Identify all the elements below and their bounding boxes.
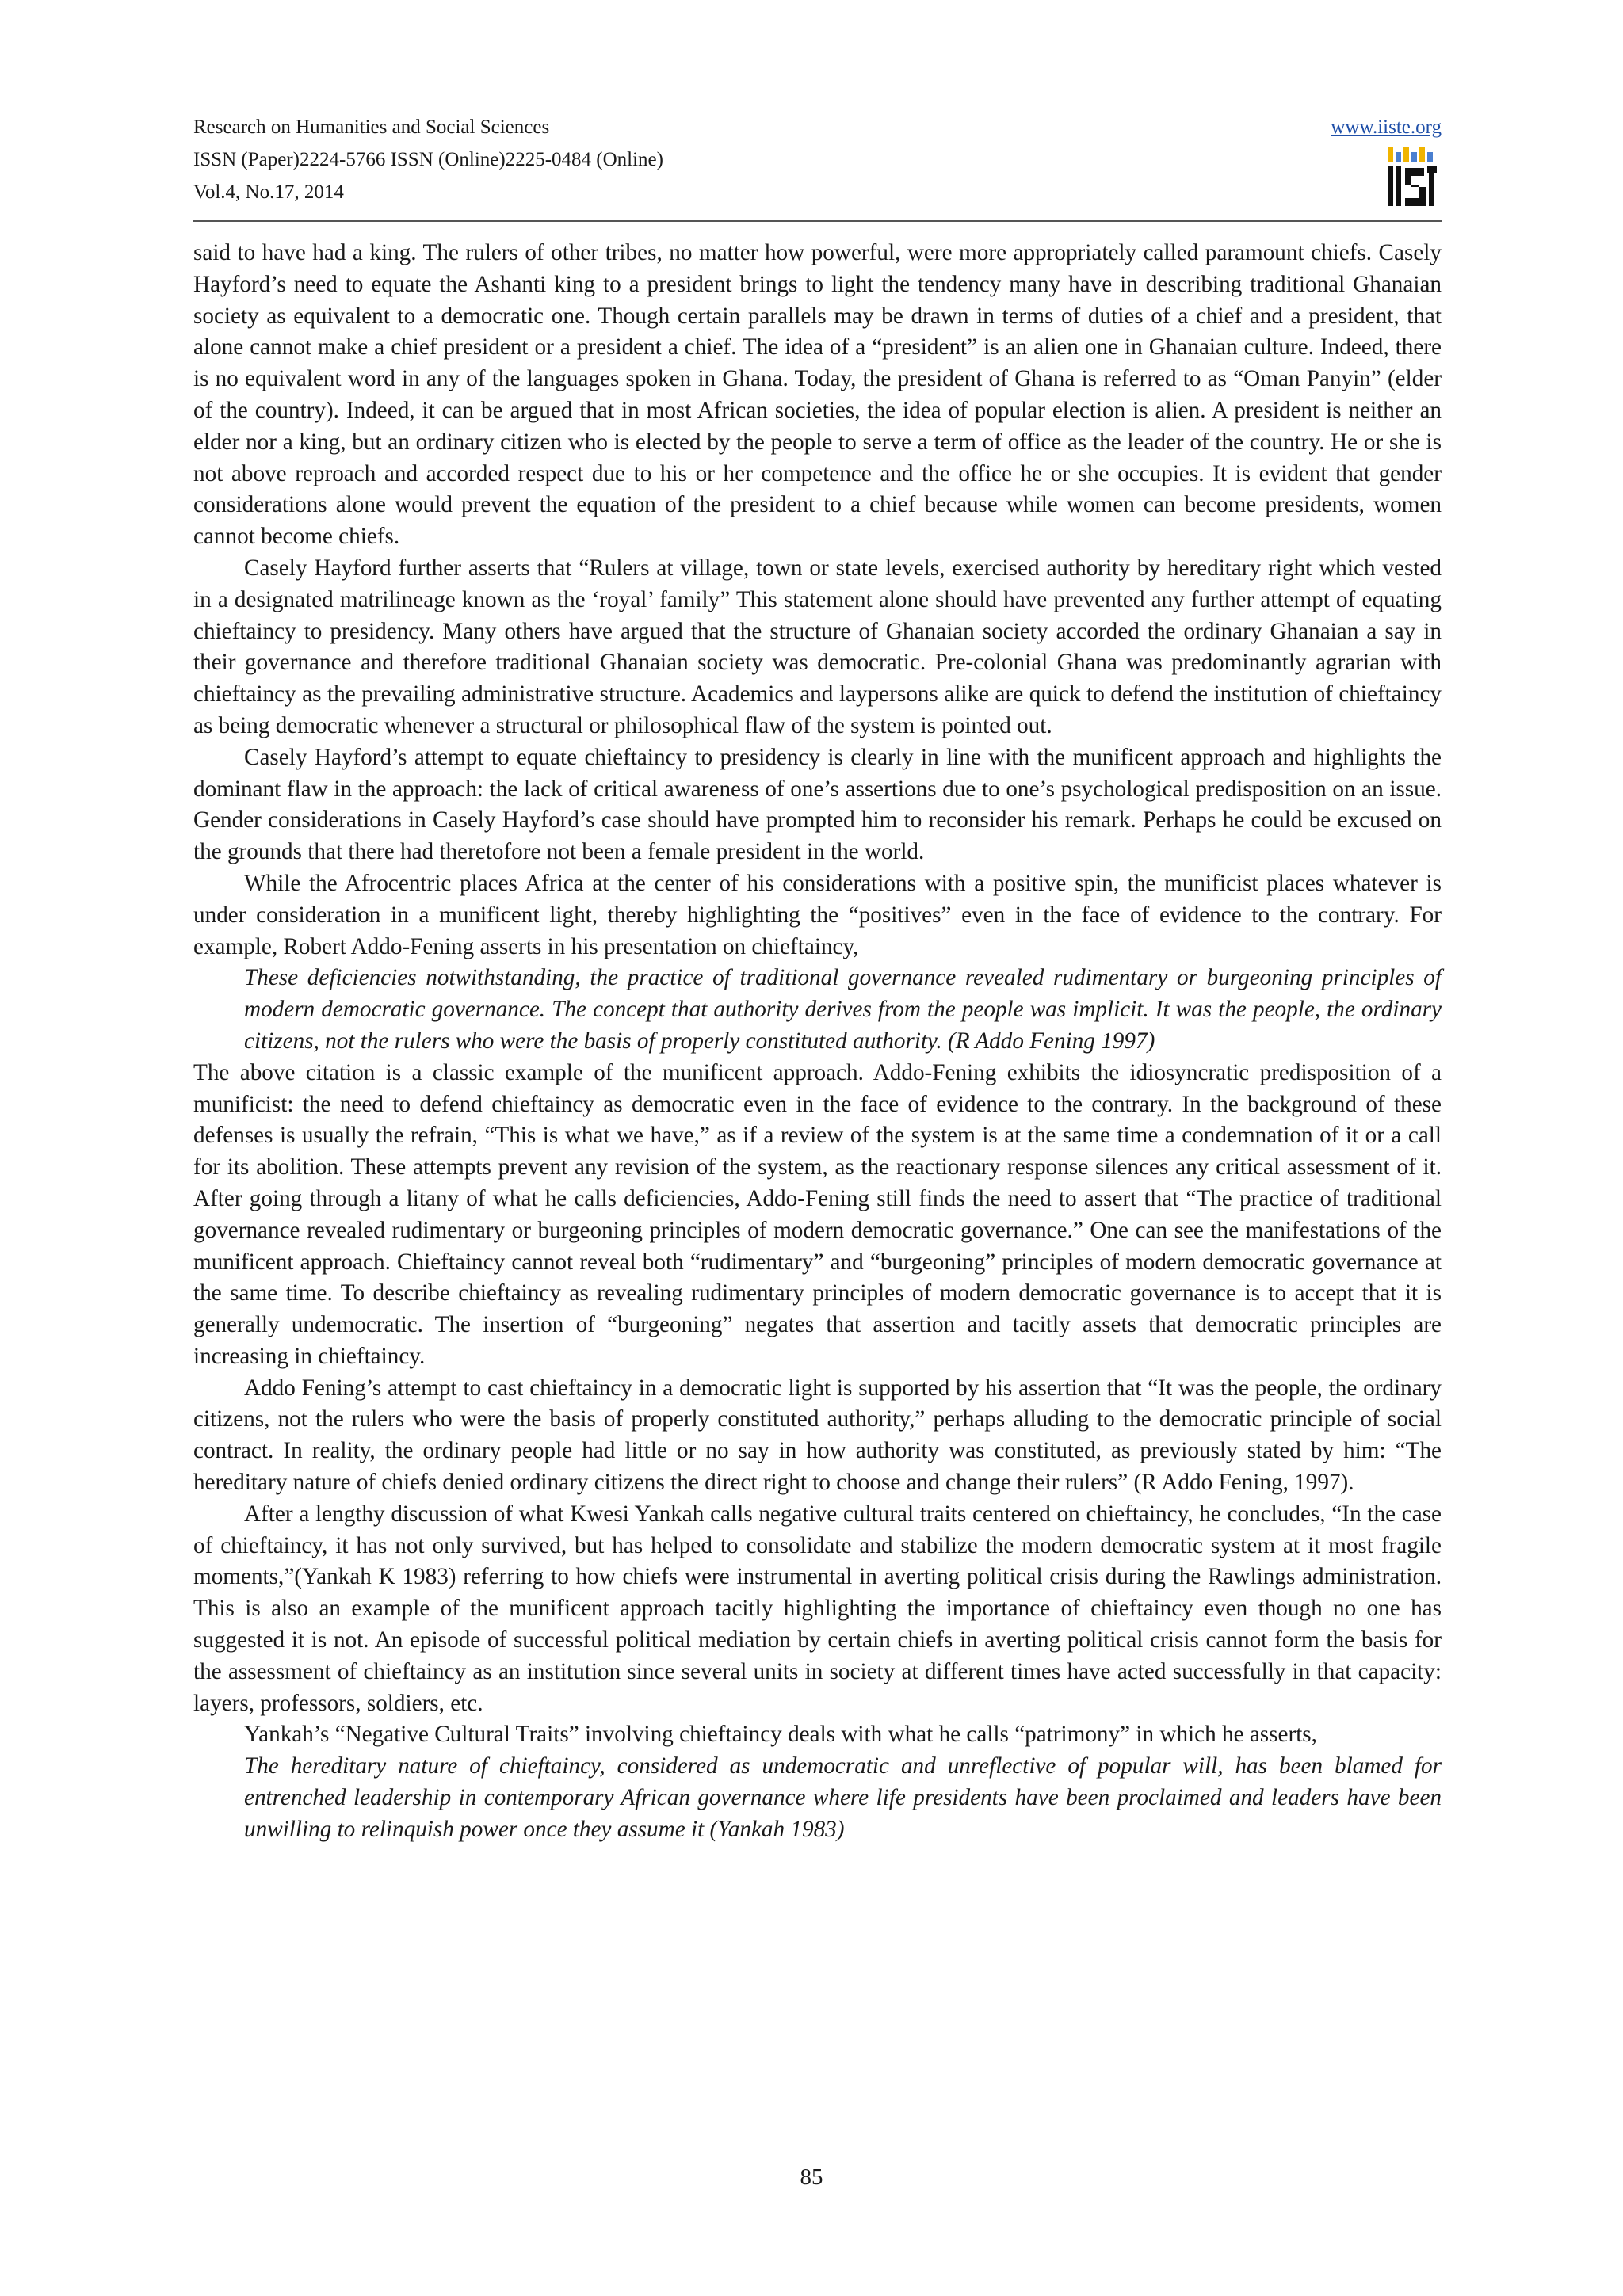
body-paragraph: Yankah’s “Negative Cultural Traits” involving chieftaincy deals with what he calls “patrimony” in which he asserts, — [244, 1722, 1317, 1748]
body-paragraph: After a lengthy discussion of what Kwesi Yankah calls negative cultural traits centered on chieftaincy, he concludes, “In the case of chieftaincy, it has not only survived, but has helped to consolidate and stabilize the modern democratic system at it most fragile moments,”(Yankah K 1983) referring to how chiefs were instrumental in averting political crisis during the Rawlings administration. This is also an example of the munificent approach tacitly highlighting the importance of chieftaincy even though no one has suggested it is not. An episode of successful political mediation by certain chiefs in averting political crisis cannot form the basis for the assessment of chieftaincy as an institution since several units in society at different times have acted successfully in that capacity: layers, professors, soldiers, etc. — [193, 1501, 1442, 1716]
journal-title: Research on Humanities and Social Sciences — [193, 116, 550, 138]
body-paragraph: Casely Hayford’s attempt to equate chieftaincy to presidency is clearly in line with the munificent approach and highlights the dominant flaw in the approach: the lack of critical awareness of one’s assertions due to one’s psychological predisposition on an issue. Gender considerations in Casely Hayford’s case should have prompted him to reconsider his remark. Perhaps he could be excused on the grounds that there had theretofore not been a female president in the world. — [193, 744, 1442, 865]
block-quote: The hereditary nature of chieftaincy, considered as undemocratic and unreflective of popular will, has been blamed for entrenched leadership in contemporary African governance where life presidents have been proclaimed and leaders have been unwilling to relinquish power once they assume it (Yankah 1983) — [244, 1753, 1442, 1842]
iiste-logo — [1386, 146, 1438, 209]
page-number: 85 — [800, 2164, 823, 2190]
block-quote: These deficiencies notwithstanding, the practice of traditional governance revealed rudimentary or burgeoning principles of modern democratic governance. The concept that authority derives from the people was implicit. It was the people, the ordinary citizens, not the rulers who were the basis of properly constituted authority. (R Addo Fening 1997) — [244, 965, 1442, 1054]
body-paragraph: While the Afrocentric places Africa at the center of his considerations with a positive spin, the munificist places whatever is under consideration in a munificent light, thereby highlighting the “positives” even in the face of evidence to the contrary. For example, Robert Addo-Fening asserts in his presentation on chieftaincy, — [193, 870, 1442, 959]
body-paragraph: said to have had a king. The rulers of other tribes, no matter how powerful, were more appropriately called paramount chiefs. Casely Hayford’s need to equate the Ashanti king to a president brings to light the tendency many have in describing traditional Ghanaian society as equivalent to a democratic one. Though certain parallels may be drawn in terms of duties of a chief and a president, that alone cannot make a chief president or a president a chief. The idea of a “president” is an alien one in Ghanaian culture. Indeed, there is no equivalent word in any of the languages spoken in Ghana. Today, the president of Ghana is referred to as “Oman Panyin” (elder of the country). Indeed, it can be argued that in most African societies, the idea of popular election is alien. A president is neither an elder nor a king, but an ordinary citizen who is elected by the people to serve a term of office as the leader of the country. He or she is not above reproach and accorded respect due to his or her competence and the office he or she occupies. It is evident that gender considerations alone would prevent the equation of the president to a chief because while women can become presidents, women cannot become chiefs. — [193, 240, 1442, 550]
volume-line: Vol.4, No.17, 2014 — [193, 181, 344, 203]
header-divider — [193, 220, 1442, 222]
page-header — [193, 111, 1442, 214]
article-body — [193, 238, 1442, 1846]
body-paragraph: Casely Hayford further asserts that “Rulers at village, town or state levels, exercised authority by hereditary right which vested in a designated matrilineage known as the ‘royal’ family” This statement alone should have prevented any further attempt of equating chieftaincy to presidency. Many others have argued that the structure of Ghanaian society accorded the ordinary Ghanaian a say in their governance and therefore traditional Ghanaian society was democratic. Pre-colonial Ghana was predominantly agrarian with chieftaincy as the prevailing administrative structure. Academics and laypersons alike are quick to defend the institution of chieftaincy as being democratic whenever a structural or philosophical flaw of the system is pointed out. — [193, 555, 1442, 738]
body-paragraph: Addo Fening’s attempt to cast chieftaincy in a democratic light is supported by his assertion that “It was the people, the ordinary citizens, not the rulers who were the basis of properly constituted authority,” perhaps alluding to the democratic principle of social contract. In reality, the ordinary people had little or no say in how authority was constituted, as previously stated by him: “The hereditary nature of chiefs denied ordinary citizens the direct right to choose and change their rulers” (R Addo Fening, 1997). — [193, 1375, 1442, 1496]
issn-line: ISSN (Paper)2224-5766 ISSN (Online)2225-0484 (Online) — [193, 149, 663, 170]
website-link[interactable]: www.iiste.org — [1331, 116, 1442, 138]
body-paragraph: The above citation is a classic example of the munificent approach. Addo-Fening exhibits the idiosyncratic predisposition of a munificist: the need to defend chieftaincy as democratic even in the face of evidence to the contrary. In the background of these defenses is usually the refrain, “This is what we have,” as if a review of the system is at the same time a condemnation of it or a call for its abolition. These attempts prevent any revision of the system, as the reactionary response silences any critical assessment of it. After going through a litany of what he calls deficiencies, Addo-Fening still finds the need to assert that “The practice of traditional governance revealed rudimentary or burgeoning principles of modern democratic governance.” One can see the manifestations of the munificent approach. Chieftaincy cannot reveal both “rudimentary” and “burgeoning” principles of modern democratic governance at the same time. To describe chieftaincy as revealing rudimentary principles of modern democratic governance is to accept that it is generally undemocratic. The insertion of “burgeoning” negates that assertion and tacitly assets that democratic principles are increasing in chieftaincy. — [193, 1059, 1442, 1369]
